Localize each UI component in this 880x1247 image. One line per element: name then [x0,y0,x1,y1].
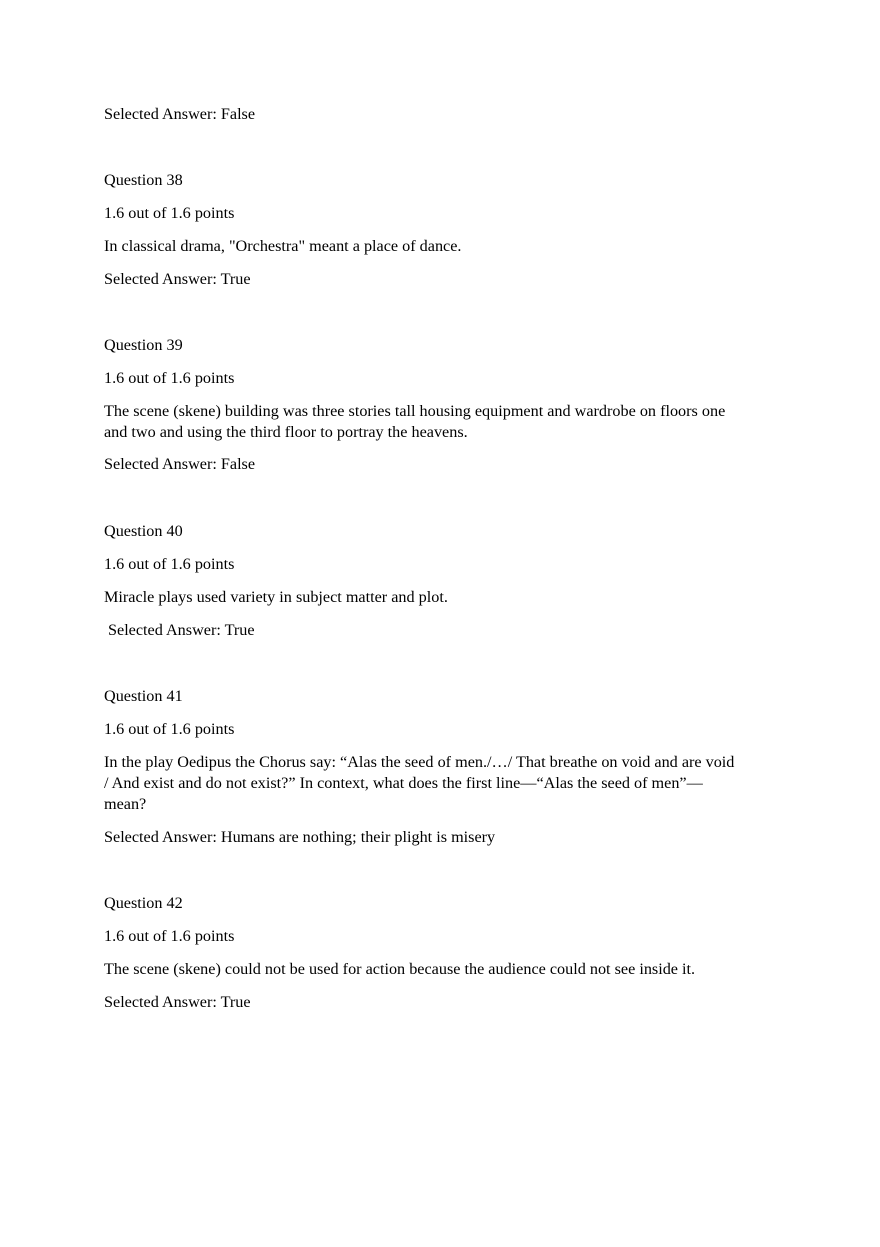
selected-answer-text: Selected Answer: True [108,621,255,639]
question-points: 1.6 out of 1.6 points [104,720,235,738]
question-prompt: The scene (skene) could not be used for action because the audience could not see inside it. [104,960,696,978]
question-title: Question 42 [104,894,183,912]
question-title: Question 38 [104,171,183,189]
question-points: 1.6 out of 1.6 points [104,927,235,945]
question-prompt-line: / And exist and do not exist?” In context, what does the first line—“Alas the seed of men”— [104,774,703,792]
question-prompt: In classical drama, "Orchestra" meant a place of dance. [104,237,462,255]
selected-answer-text: Selected Answer: True [104,993,251,1011]
selected-answer-text: Selected Answer: True [104,270,251,288]
question-title: Question 40 [104,522,183,540]
question-prompt-line: and two and using the third floor to portray the heavens. [104,423,468,441]
selected-answer-text: Selected Answer: False [104,455,256,473]
question-title: Question 39 [104,336,183,354]
question-points: 1.6 out of 1.6 points [104,555,235,573]
selected-answer-text: Selected Answer: Humans are nothing; their plight is misery [104,828,496,846]
question-points: 1.6 out of 1.6 points [104,369,235,387]
question-title: Question 41 [104,687,183,705]
question-prompt-line: The scene (skene) building was three stories tall housing equipment and wardrobe on floors one [104,402,726,420]
question-prompt-line: mean? [104,795,147,813]
question-points: 1.6 out of 1.6 points [104,204,235,222]
question-prompt: Miracle plays used variety in subject matter and plot. [104,588,448,606]
question-prompt-line: In the play Oedipus the Chorus say: “Alas the seed of men./…/ That breathe on void and are void [104,753,735,771]
selected-answer-text: Selected Answer: False [104,105,256,123]
